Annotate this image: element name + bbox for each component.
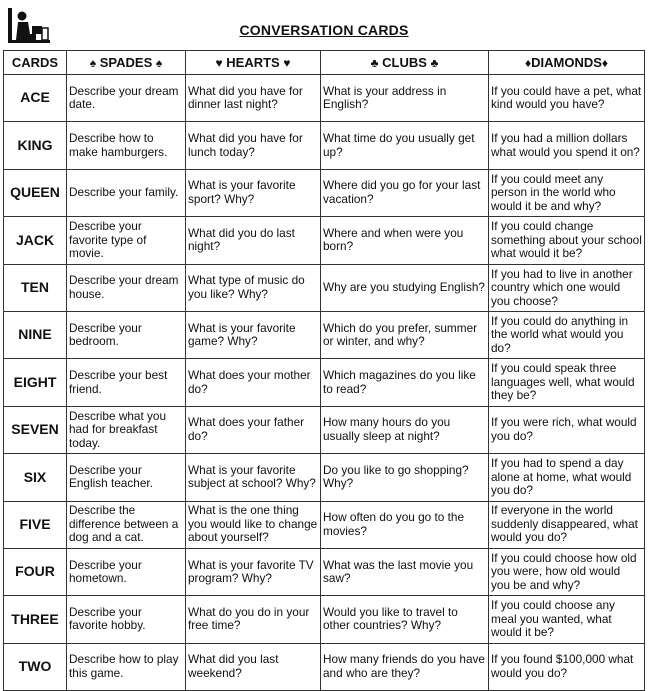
- table-row: [4, 169, 645, 216]
- hearts-question: What is the one thing you would like to change about yourself?: [186, 501, 321, 548]
- diamonds-question: If you found $100,000 what would you do?: [489, 643, 645, 690]
- diamonds-question: If you had a million dollars what would you spend it on?: [489, 122, 645, 169]
- clubs-question: What was the last movie you saw?: [321, 548, 489, 595]
- table-row: [4, 643, 645, 690]
- table-row: [4, 406, 645, 453]
- diamonds-question: If you had to spend a day alone at home, what would you do?: [489, 454, 645, 501]
- hearts-question: What does your mother do?: [186, 359, 321, 406]
- table-row: [4, 264, 645, 311]
- spades-question: Describe your dream date.: [67, 75, 186, 122]
- spades-question: Describe your dream house.: [67, 264, 186, 311]
- hearts-question: What does your father do?: [186, 406, 321, 453]
- card-rank: SEVEN: [4, 406, 67, 453]
- diamonds-question: If you could do anything in the world what would you do?: [489, 311, 645, 358]
- hearts-question: What type of music do you like? Why?: [186, 264, 321, 311]
- spades-question: Describe your bedroom.: [67, 311, 186, 358]
- spade-icon: ♠: [89, 56, 97, 70]
- heart-icon: ♥: [215, 56, 223, 70]
- header-diamonds: ♦DIAMONDS♦: [489, 51, 645, 75]
- hearts-question: What do you do in your free time?: [186, 596, 321, 643]
- diamonds-question: If you could choose any meal you wanted, what would it be?: [489, 596, 645, 643]
- hearts-question: What did you have for dinner last night?: [186, 75, 321, 122]
- clubs-question: Do you like to go shopping? Why?: [321, 454, 489, 501]
- card-rank: FIVE: [4, 501, 67, 548]
- diamond-icon: ♦: [524, 56, 532, 70]
- diamonds-question: If you could speak three languages well, what would they be?: [489, 359, 645, 406]
- diamonds-question: If you had to live in another country which one would you choose?: [489, 264, 645, 311]
- spades-question: Describe your best friend.: [67, 359, 186, 406]
- spades-question: Describe what you had for breakfast today.: [67, 406, 186, 453]
- table-row: [4, 454, 645, 501]
- diamonds-question: If you could choose how old you were, how old would you be and why?: [489, 548, 645, 595]
- card-rank: JACK: [4, 217, 67, 264]
- spade-icon: ♠: [155, 56, 163, 70]
- hearts-question: What is your favorite TV program? Why?: [186, 548, 321, 595]
- spades-question: Describe how to make hamburgers.: [67, 122, 186, 169]
- spades-question: Describe how to play this game.: [67, 643, 186, 690]
- header-hearts: ♥ HEARTS ♥: [186, 51, 321, 75]
- card-rank: SIX: [4, 454, 67, 501]
- table-row: [4, 501, 645, 548]
- spades-question: Describe your favorite hobby.: [67, 596, 186, 643]
- hearts-question: What did you last weekend?: [186, 643, 321, 690]
- clubs-question: Why are you studying English?: [321, 264, 489, 311]
- hearts-question: What did you have for lunch today?: [186, 122, 321, 169]
- spades-question: Describe your favorite type of movie.: [67, 217, 186, 264]
- table-row: [4, 122, 645, 169]
- table-row: [4, 217, 645, 264]
- table-row: [4, 596, 645, 643]
- club-icon: ♣: [430, 56, 439, 70]
- clubs-question: Where and when were you born?: [321, 217, 489, 264]
- clubs-question: Which do you prefer, summer or winter, and why?: [321, 311, 489, 358]
- card-rank: EIGHT: [4, 359, 67, 406]
- card-rank: FOUR: [4, 548, 67, 595]
- conversation-cards-table: [3, 50, 645, 691]
- clubs-question: How often do you go to the movies?: [321, 501, 489, 548]
- diamonds-question: If you could have a pet, what kind would you have?: [489, 75, 645, 122]
- hearts-question: What is your favorite game? Why?: [186, 311, 321, 358]
- clubs-question: What time do you usually get up?: [321, 122, 489, 169]
- table-row: [4, 548, 645, 595]
- diamonds-question: If you could meet any person in the world who would it be and why?: [489, 169, 645, 216]
- spades-question: Describe the difference between a dog and a cat.: [67, 501, 186, 548]
- diamond-icon: ♦: [601, 56, 609, 70]
- table-row: [4, 359, 645, 406]
- card-rank: TWO: [4, 643, 67, 690]
- card-rank: QUEEN: [4, 169, 67, 216]
- clubs-question: What is your address in English?: [321, 75, 489, 122]
- spades-question: Describe your family.: [67, 169, 186, 216]
- hearts-question: What is your favorite sport? Why?: [186, 169, 321, 216]
- clubs-question: How many friends do you have and who are they?: [321, 643, 489, 690]
- table-row: [4, 75, 645, 122]
- spades-question: Describe your English teacher.: [67, 454, 186, 501]
- header-clubs: ♣ CLUBS ♣: [321, 51, 489, 75]
- heart-icon: ♥: [283, 56, 291, 70]
- diamonds-question: If you could change something about your school what would it be?: [489, 217, 645, 264]
- page-title: CONVERSATION CARDS: [239, 22, 409, 38]
- clubs-question: How many hours do you usually sleep at night?: [321, 406, 489, 453]
- card-rank: KING: [4, 122, 67, 169]
- diamonds-question: If you were rich, what would you do?: [489, 406, 645, 453]
- card-rank: ACE: [4, 75, 67, 122]
- clubs-question: Would you like to travel to other countries? Why?: [321, 596, 489, 643]
- clubs-question: Which magazines do you like to read?: [321, 359, 489, 406]
- header-cards: CARDS: [4, 51, 67, 75]
- clubs-question: Where did you go for your last vacation?: [321, 169, 489, 216]
- header-spades: ♠ SPADES ♠: [67, 51, 186, 75]
- hearts-question: What did you do last night?: [186, 217, 321, 264]
- diamonds-question: If everyone in the world suddenly disappeared, what would you do?: [489, 501, 645, 548]
- spades-question: Describe your hometown.: [67, 548, 186, 595]
- table-row: [4, 311, 645, 358]
- club-icon: ♣: [370, 56, 379, 70]
- card-rank: NINE: [4, 311, 67, 358]
- hearts-question: What is your favorite subject at school? Why?: [186, 454, 321, 501]
- header-row: [4, 51, 645, 75]
- card-rank: THREE: [4, 596, 67, 643]
- card-rank: TEN: [4, 264, 67, 311]
